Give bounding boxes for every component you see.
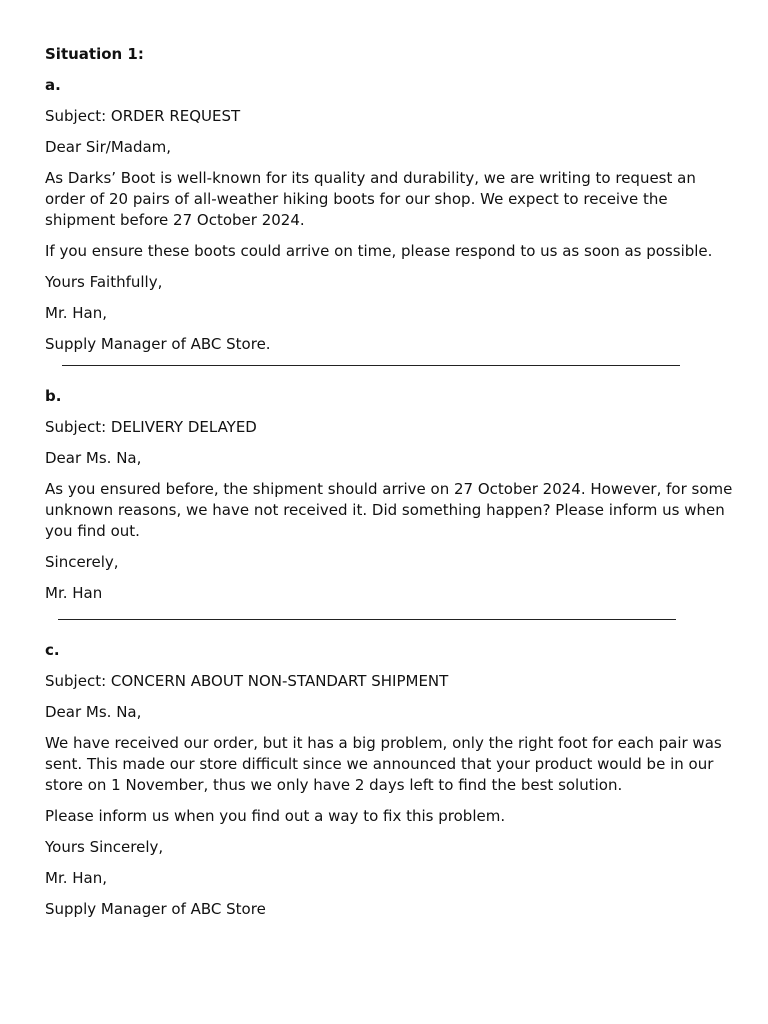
letter-body-paragraph: Please inform us when you find out a way to fix this problem. <box>45 807 506 825</box>
letter-section-a <box>45 75 735 355</box>
letter-body-paragraph: As you ensured before, the shipment should arrive on 27 October 2024. However, for some unknown reasons, we have not received it. Did something happen? Please inform us when you find out. <box>45 480 733 540</box>
letter-closing: Yours Sincerely, <box>45 838 164 856</box>
section-label: c. <box>45 641 60 659</box>
letter-section-b <box>45 386 735 604</box>
section-label: b. <box>45 387 62 405</box>
letter-signature-name: Mr. Han <box>45 584 103 602</box>
letter-signature-title: Supply Manager of ABC Store. <box>45 335 271 353</box>
letter-body-paragraph: We have received our order, but it has a big problem, only the right foot for each pair was sent. This made our store difficult since we announced that your product would be in our store on 1 November, thus we only have 2 days left to find the best solution. <box>45 734 722 794</box>
letter-closing: Yours Faithfully, <box>45 273 163 291</box>
letter-subject: Subject: DELIVERY DELAYED <box>45 418 257 436</box>
document-page <box>45 44 735 930</box>
section-divider <box>62 365 680 366</box>
section-divider <box>58 619 676 620</box>
letter-signature-title: Supply Manager of ABC Store <box>45 900 266 918</box>
letter-section-c <box>45 640 735 920</box>
letter-signature-name: Mr. Han, <box>45 869 108 887</box>
letter-body-paragraph: As Darks’ Boot is well-known for its quality and durability, we are writing to request an order of 20 pairs of all-weather hiking boots for our shop. We expect to receive the shipment before 27 October 2024. <box>45 169 696 229</box>
letter-salutation: Dear Sir/Madam, <box>45 138 172 156</box>
letter-body-paragraph: If you ensure these boots could arrive on time, please respond to us as soon as possible. <box>45 242 713 260</box>
section-label: a. <box>45 76 61 94</box>
letter-salutation: Dear Ms. Na, <box>45 449 142 467</box>
letter-subject: Subject: ORDER REQUEST <box>45 107 241 125</box>
letter-salutation: Dear Ms. Na, <box>45 703 142 721</box>
letter-subject: Subject: CONCERN ABOUT NON-STANDART SHIPMENT <box>45 672 449 690</box>
letter-closing: Sincerely, <box>45 553 119 571</box>
letter-signature-name: Mr. Han, <box>45 304 108 322</box>
document-title: Situation 1: <box>45 45 144 63</box>
